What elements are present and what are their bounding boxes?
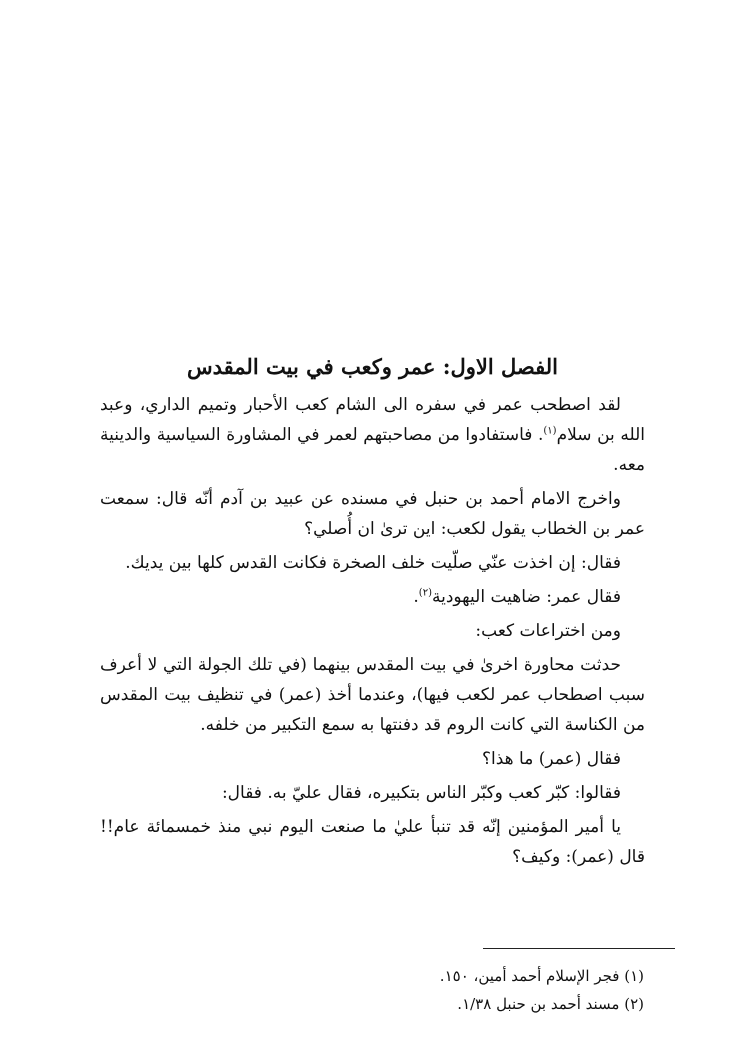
footnote-2: (٢) مسند أحمد بن حنبل ١/٣٨. [457, 995, 644, 1013]
footnote-1: (١) فجر الإسلام أحمد أمين، ١٥٠. [439, 967, 644, 985]
paragraph-2: واخرج الامام أحمد بن حنبل في مسنده عن عبيد بن آدم أنّه قال: سمعت عمر بن الخطاب يقول لكعب: اين ترىٰ ان أُصلي؟ [100, 489, 645, 539]
paragraph-9: يا أمير المؤمنين إنّه قد تنبأ عليٰ ما صنعت اليوم نبي منذ خمسمائة عام!! قال (عمر): وكيف؟ [100, 817, 645, 867]
footnote-divider [483, 948, 675, 949]
page-body [100, 352, 645, 872]
paragraph-8: فقالوا: كبّر كعب وكبّر الناس بتكبيره، فقال عليّ به. فقال: [221, 783, 621, 803]
paragraph-4: فقال عمر: ضاهيت اليهودية$^{(٢)}$. [413, 587, 621, 607]
paragraph-7: فقال (عمر) ما هذا؟ [481, 749, 621, 769]
footnote-ref-2: (٢) [418, 587, 432, 599]
paragraph-1: لقد اصطحب عمر في سفره الى الشام كعب الأحبار وتميم الداري، وعبد الله بن سلام$^{(١)}$. فاستفادوا من مصاحبتهم لعمر في المشاورة السياسية والدينية معه. [100, 395, 645, 475]
footnote-ref-1: (١) [543, 425, 557, 437]
footnotes [99, 962, 644, 1018]
paragraph-6: حدثت محاورة اخرىٰ في بيت المقدس بينهما (في تلك الجولة التي لا أعرف سبب اصطحاب عمر لكعب فيها)، وعندما أخذ (عمر) في تنظيف بيت المقدس من الكناسة التي كانت الروم قد دفنتها به سمع التكبير من خلفه. [100, 655, 645, 735]
paragraph-3: فقال: إن اخذت عنّي صلّيت خلف الصخرة فكانت القدس كلها بين يديك. [125, 553, 621, 573]
paragraph-5: ومن اختراعات كعب: [475, 621, 621, 641]
chapter-title: الفصل الاول: عمر وكعب في بيت المقدس [187, 354, 558, 379]
